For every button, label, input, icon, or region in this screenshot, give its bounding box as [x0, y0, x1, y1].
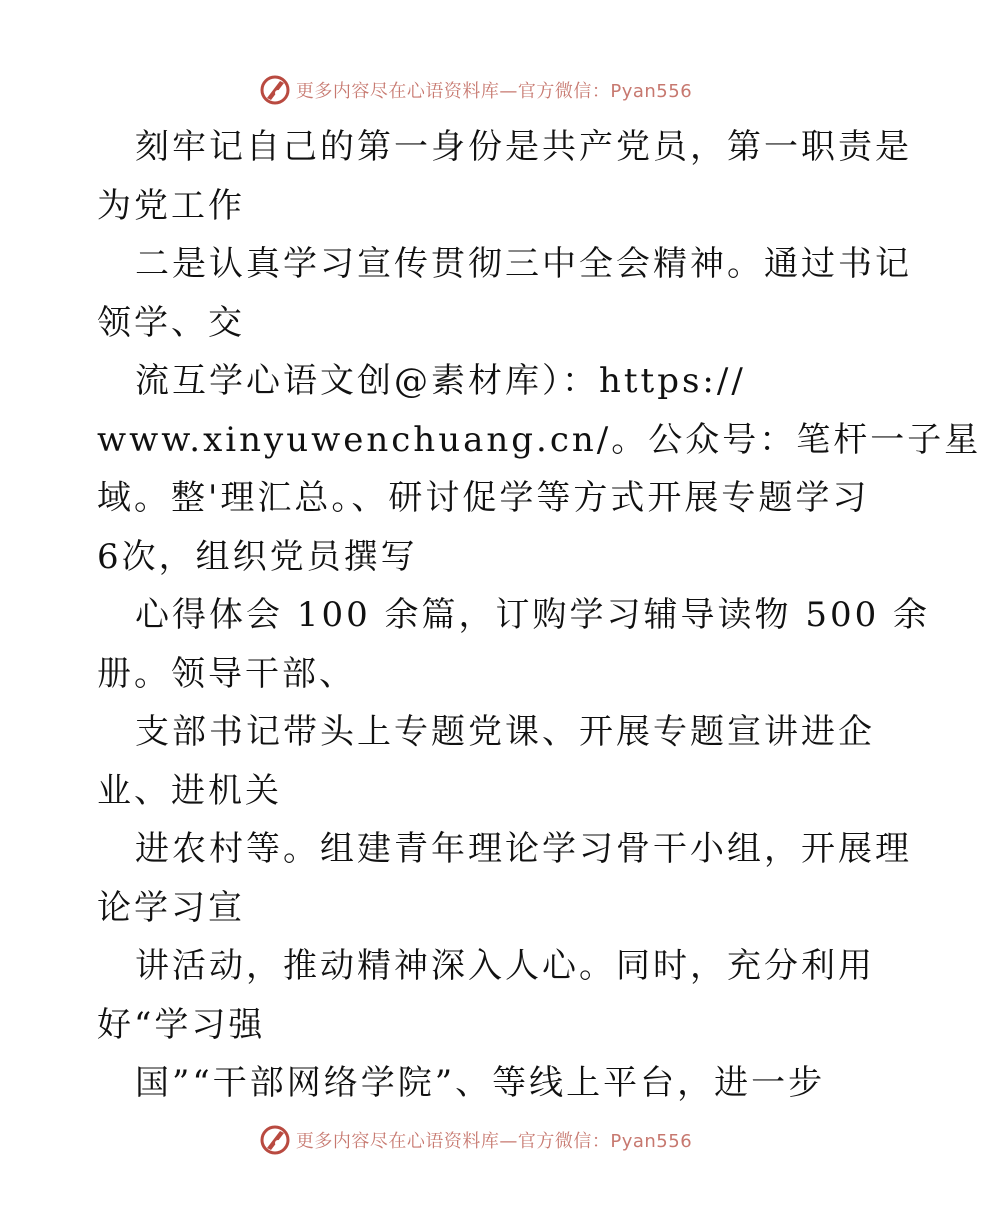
text-line: 心得体会 100 余篇，订购学习辅导读物 500 余: [135, 595, 931, 635]
text-line: 业、进机关: [97, 770, 282, 811]
quill-circle-icon: [258, 1123, 292, 1157]
text-line: 论学习宣: [97, 887, 245, 928]
quill-circle-icon: [258, 73, 292, 107]
text-line: 为党工作: [97, 185, 245, 226]
header-watermark: [0, 70, 950, 110]
text-line: 国”“干部网络学院”、等线上平台，进一步: [135, 1063, 826, 1103]
text-line: 进农村等。组建青年理论学习骨干小组，开展理: [135, 829, 912, 869]
text-line: 讲活动，推动精神深入人心。同时，充分利用: [135, 946, 875, 986]
text-line: 好“学习强: [97, 1004, 266, 1045]
watermark-content: [258, 1123, 692, 1157]
body-text: [97, 118, 981, 1113]
text-line: 刻牢记自己的第一身份是共产党员，第一职责是: [135, 127, 912, 167]
text-line: 领学、交: [97, 302, 245, 343]
text-line: 流互学心语文创@素材库）：https://: [135, 361, 746, 401]
text-line: www.xinyuwenchuang.cn/。公众号：笔杆一子星: [97, 419, 981, 460]
text-line: 支部书记带头上专题党课、开展专题宣讲进企: [135, 712, 875, 752]
text-line: 二是认真学习宣传贯彻三中全会精神。通过书记: [135, 244, 912, 284]
text-line: 6次，组织党员撰写: [97, 536, 418, 577]
text-line: 域。整'理汇总。、研讨促学等方式开展专题学习: [97, 478, 870, 518]
watermark-content: [258, 73, 692, 107]
watermark-text: 更多内容尽在心语资料库—官方微信：Pyan556: [295, 81, 693, 102]
text-line: 册。领导干部、: [97, 653, 356, 694]
footer-watermark: [0, 1120, 950, 1160]
watermark-text: 更多内容尽在心语资料库—官方微信：Pyan556: [295, 1131, 693, 1152]
